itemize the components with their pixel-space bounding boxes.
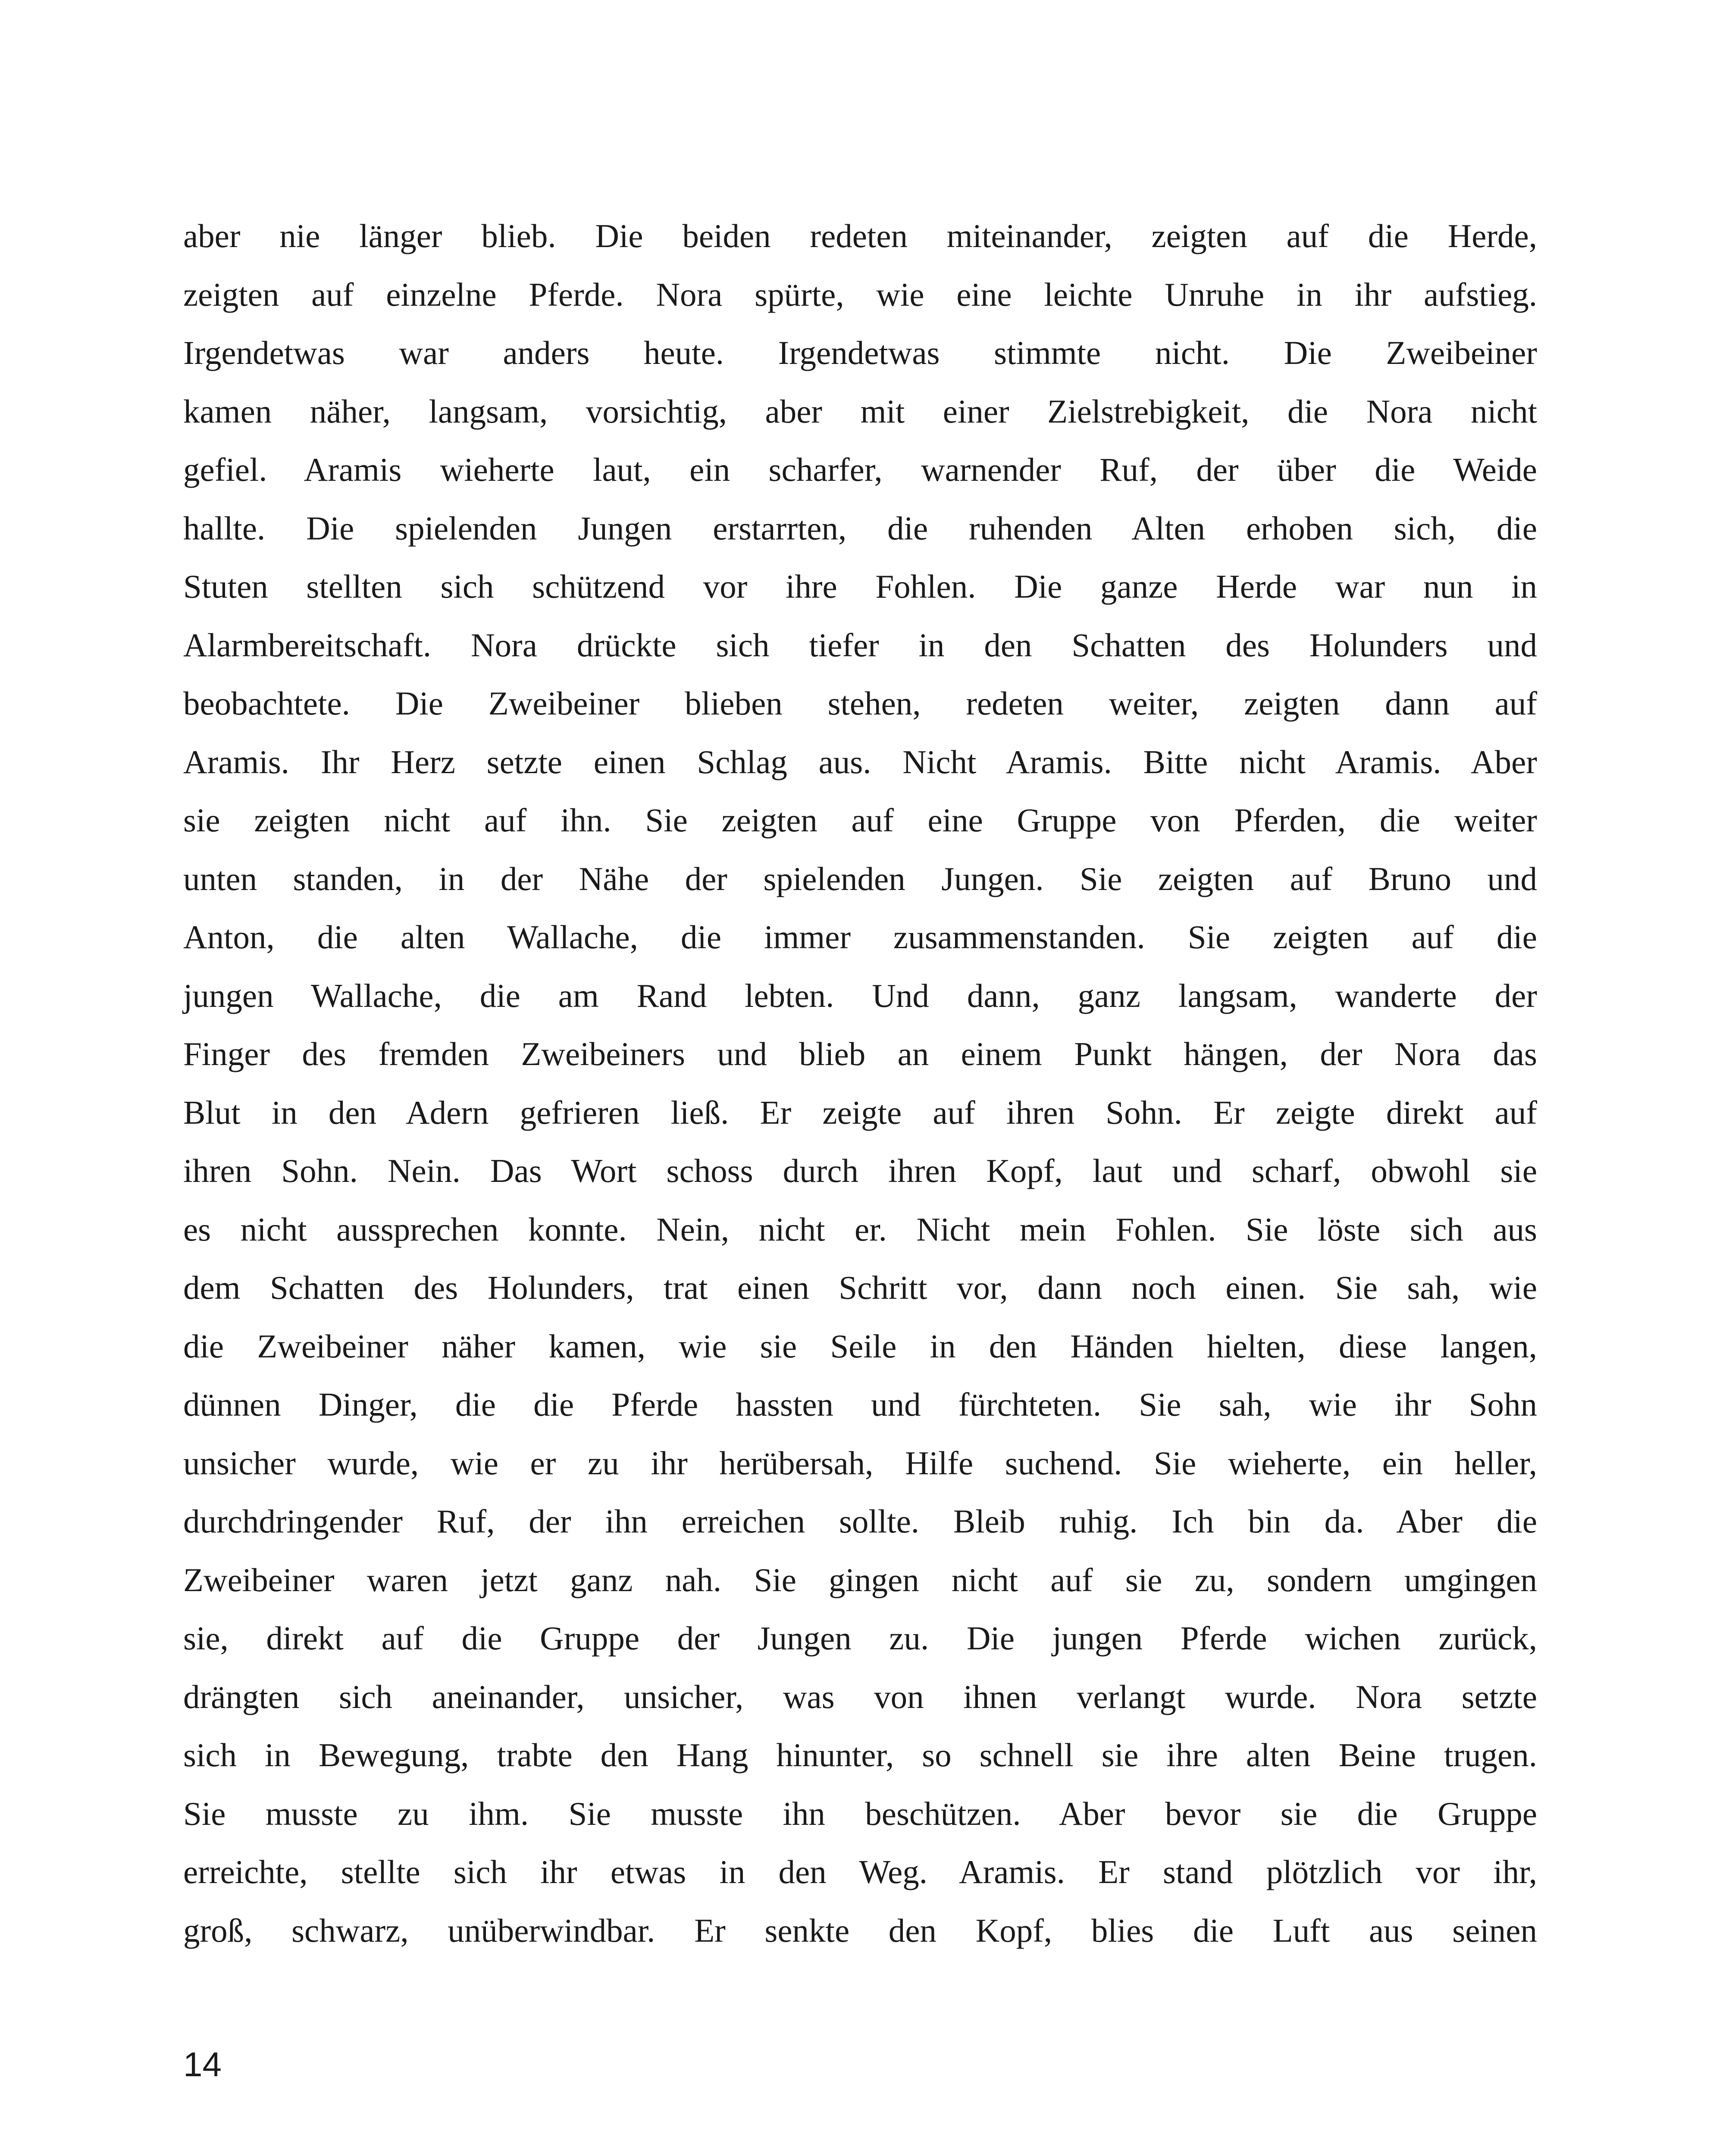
text-line: jungen Wallache, die am Rand lebten. Und dann, ganz langsam, wanderte der [183,977,1537,1014]
text-line: Irgendetwas war anders heute. Irgendetwas stimmte nicht. Die Zweibeiner [183,334,1537,371]
text-line: ihren Sohn. Nein. Das Wort schoss durch ihren Kopf, laut und scharf, obwohl sie [183,1152,1537,1189]
text-line: Anton, die alten Wallache, die immer zusammenstanden. Sie zeigten auf die [183,918,1537,956]
text-line: beobachtete. Die Zweibeiner blieben stehen, redeten weiter, zeigten dann auf [183,685,1537,722]
text-line: Finger des fremden Zweibeiners und blieb an einem Punkt hängen, der Nora das [183,1035,1537,1072]
text-line: dem Schatten des Holunders, trat einen Schritt vor, dann noch einen. Sie sah, wie [183,1269,1537,1306]
text-line: hallte. Die spielenden Jungen erstarrten, die ruhenden Alten erhoben sich, die [183,509,1537,547]
text-line: Blut in den Adern gefrieren ließ. Er zeigte auf ihren Sohn. Er zeigte direkt auf [183,1094,1537,1131]
text-line: Alarmbereitschaft. Nora drückte sich tiefer in den Schatten des Holunders und [183,626,1537,664]
text-line: unten standen, in der Nähe der spielenden Jungen. Sie zeigten auf Bruno und [183,860,1537,897]
text-line: sie zeigten nicht auf ihn. Sie zeigten auf eine Gruppe von Pferden, die weiter [183,802,1537,839]
text-line: sich in Bewegung, trabte den Hang hinunter, so schnell sie ihre alten Beine trugen. [183,1736,1537,1774]
page-number: 14 [183,2045,222,2084]
text-line: Stuten stellten sich schützend vor ihre Fohlen. Die ganze Herde war nun in [183,568,1537,605]
text-line: erreichte, stellte sich ihr etwas in den Weg. Aramis. Er stand plötzlich vor ihr, [183,1853,1537,1890]
text-line: unsicher wurde, wie er zu ihr herübersah, Hilfe suchend. Sie wieherte, ein heller, [183,1444,1537,1482]
text-line: durchdringender Ruf, der ihn erreichen sollte. Bleib ruhig. Ich bin da. Aber die [183,1503,1537,1540]
text-line: gefiel. Aramis wieherte laut, ein scharfer, warnender Ruf, der über die Weide [183,451,1537,488]
text-line: sie, direkt auf die Gruppe der Jungen zu. Die jungen Pferde wichen zurück, [183,1620,1537,1657]
text-line: Aramis. Ihr Herz setzte einen Schlag aus. Nicht Aramis. Bitte nicht Aramis. Aber [183,743,1537,780]
text-line: drängten sich aneinander, unsicher, was von ihnen verlangt wurde. Nora setzte [183,1678,1537,1715]
text-line: dünnen Dinger, die die Pferde hassten und fürchteten. Sie sah, wie ihr Sohn [183,1386,1537,1423]
text-line: Sie musste zu ihm. Sie musste ihn beschützen. Aber bevor sie die Gruppe [183,1795,1537,1832]
text-line: aber nie länger blieb. Die beiden redeten miteinander, zeigten auf die Herde, [183,217,1537,254]
text-line: es nicht aussprechen konnte. Nein, nicht er. Nicht mein Fohlen. Sie löste sich aus [183,1210,1537,1248]
text-line: Zweibeiner waren jetzt ganz nah. Sie gingen nicht auf sie zu, sondern umgingen [183,1561,1537,1598]
text-line: groß, schwarz, unüberwindbar. Er senkte den Kopf, blies die Luft aus seinen [183,1912,1537,1949]
text-line: die Zweibeiner näher kamen, wie sie Seile in den Händen hielten, diese langen, [183,1327,1537,1365]
body-text [183,207,1537,1960]
text-line: zeigten auf einzelne Pferde. Nora spürte, wie eine leichte Unruhe in ihr aufstieg. [183,276,1537,313]
text-line: kamen näher, langsam, vorsichtig, aber mit einer Zielstrebigkeit, die Nora nicht [183,392,1537,430]
